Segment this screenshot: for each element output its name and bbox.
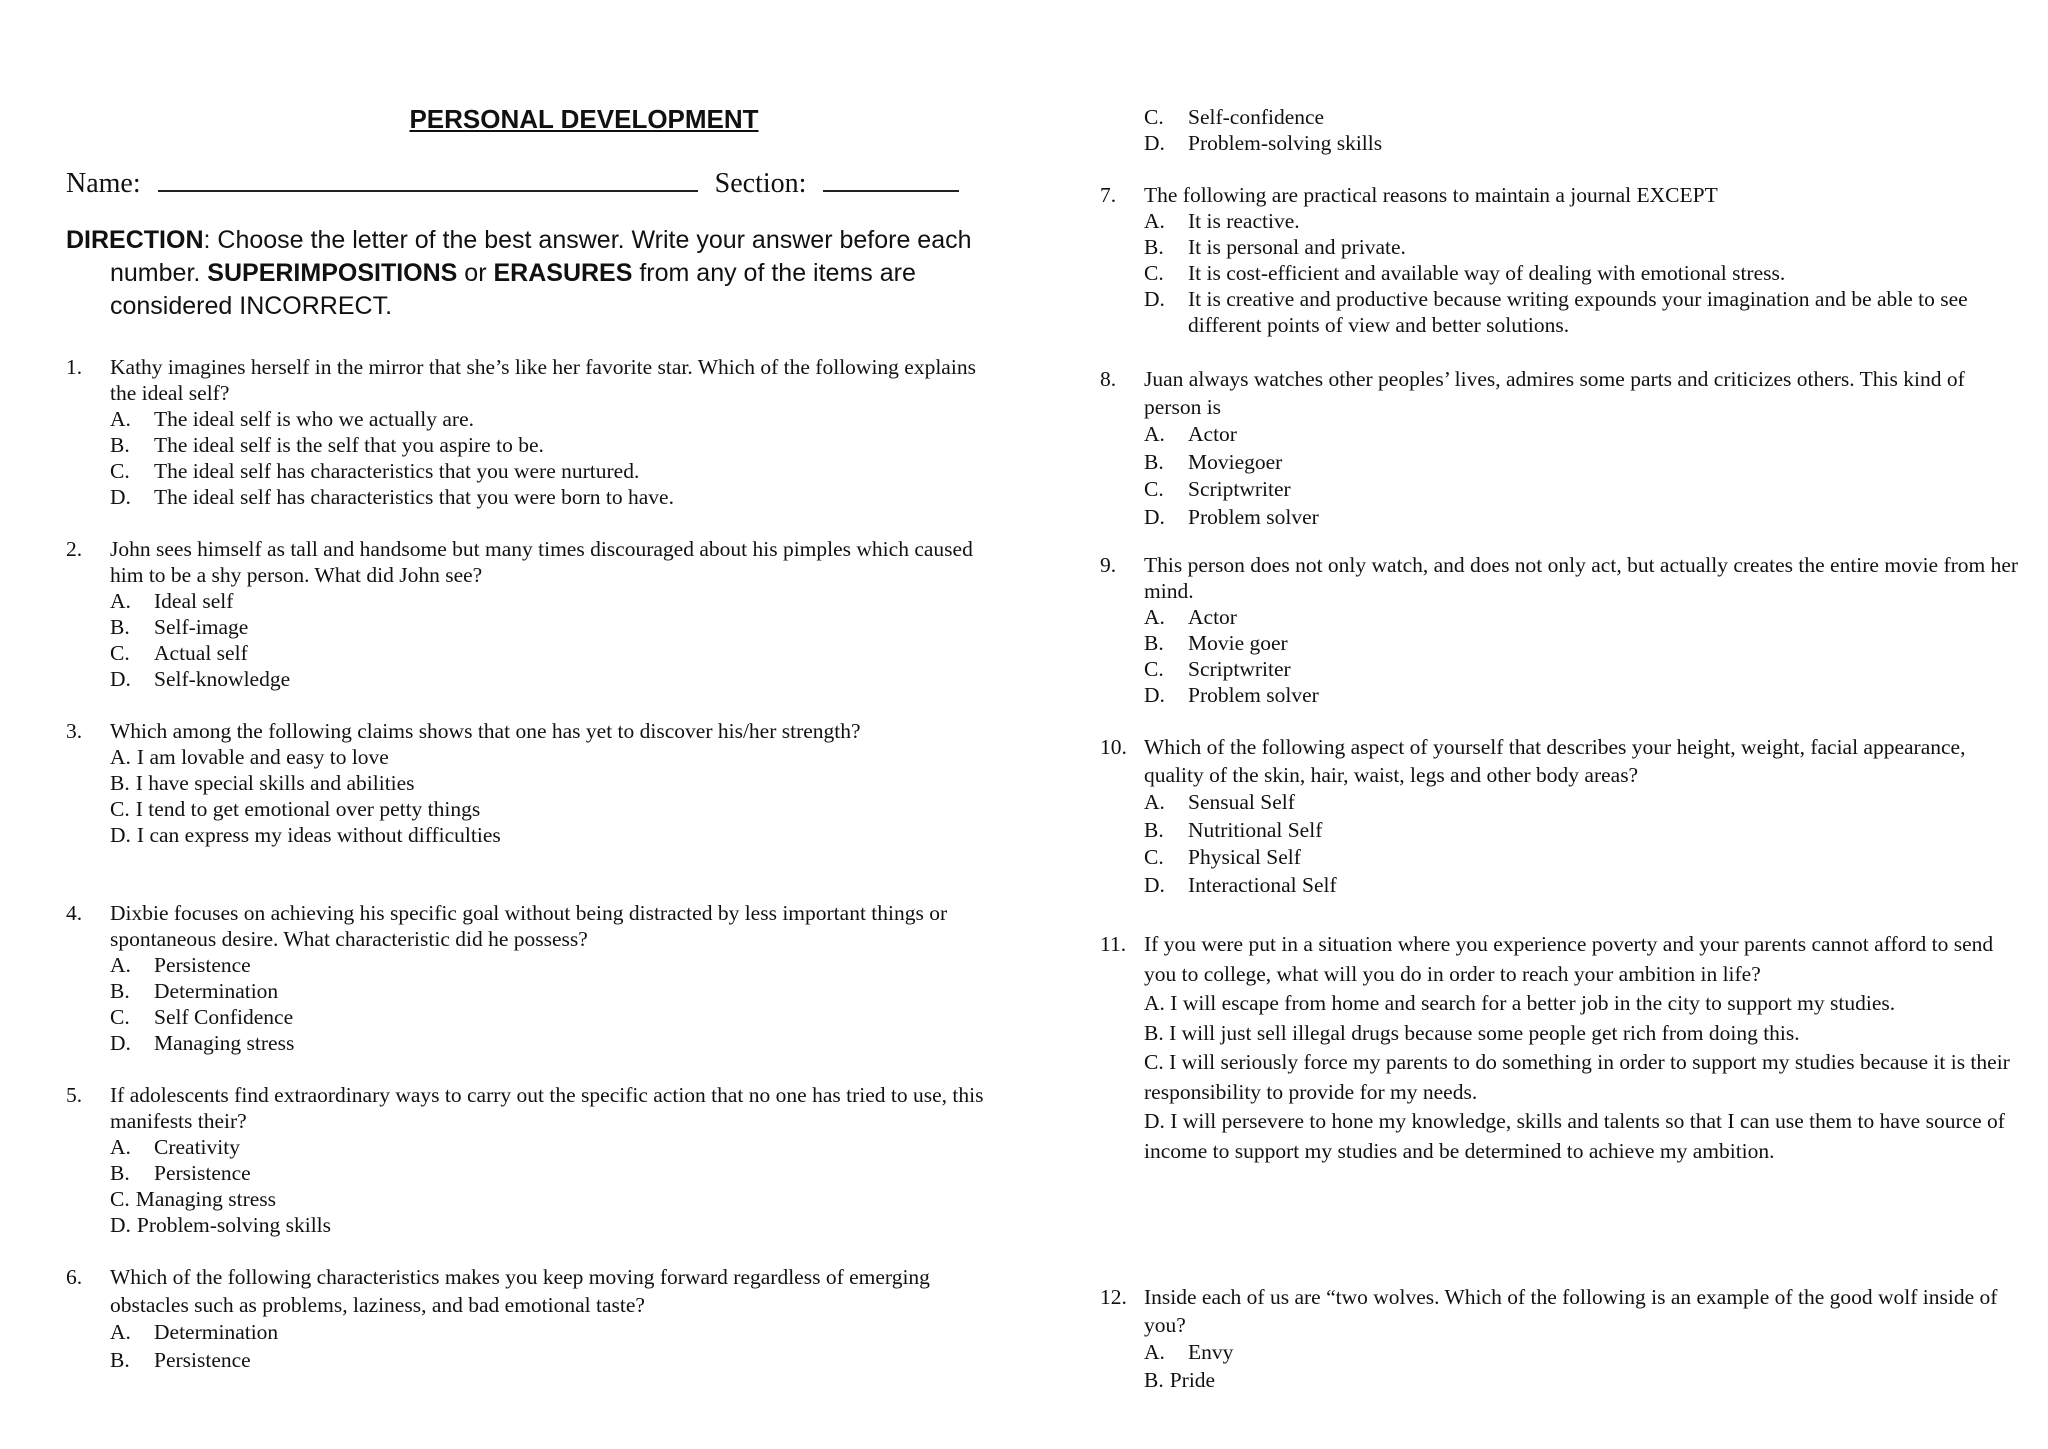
option-text: It is personal and private.: [1188, 235, 1406, 259]
option-text: Scriptwriter: [1188, 657, 1291, 681]
option-b[interactable]: [1100, 817, 2020, 845]
option-a[interactable]: [1100, 604, 2020, 630]
option-letter: D.: [110, 485, 131, 509]
option-text: Actor: [1188, 422, 1237, 446]
option-text: Managing stress: [135, 1187, 277, 1211]
option-text: Persistence: [154, 953, 251, 977]
question-number: 1.: [66, 355, 83, 379]
option-text: Moviegoer: [1188, 449, 1283, 474]
option-letter: C.: [110, 1005, 130, 1029]
option-letter: A.: [110, 407, 131, 431]
option-text: Interactional Self: [1188, 872, 1337, 897]
option-text: I will just sell illegal drugs because some people get rich from doing this.: [1169, 1020, 1800, 1045]
option-a[interactable]: [66, 1319, 986, 1347]
option-b[interactable]: [66, 770, 986, 796]
option-d[interactable]: [1100, 504, 2020, 532]
option-text: Creativity: [154, 1135, 240, 1159]
question-number: 5.: [66, 1083, 83, 1107]
question-stem: If adolescents find extraordinary ways to carry out the specific action that no one has tried to use, this manifests their?: [110, 1083, 984, 1133]
option-letter: C.: [110, 641, 130, 665]
option-b[interactable]: [66, 978, 986, 1004]
option-letter: C.: [1144, 477, 1164, 501]
option-a[interactable]: [66, 406, 986, 432]
question-stem: This person does not only watch, and does not only act, but actually creates the entire movie from her mind.: [1144, 553, 2019, 603]
option-letter: C.: [110, 1187, 130, 1211]
option-a[interactable]: [1100, 789, 2020, 817]
question-stem: Dixbie focuses on achieving his specific goal without being distracted by less important things or spontaneous desire. What characteristic did he possess?: [110, 901, 948, 951]
option-d[interactable]: [1100, 682, 2020, 708]
question-8: [1100, 366, 2020, 531]
option-letter: A.: [1144, 605, 1165, 629]
option-c[interactable]: [66, 1186, 986, 1212]
option-text: The ideal self has characteristics that you were nurtured.: [154, 459, 640, 483]
question-stem: John sees himself as tall and handsome but many times discouraged about his pimples which caused him to be a shy person. What did John see?: [110, 537, 973, 587]
option-text: Movie goer: [1188, 631, 1288, 655]
option-letter: D.: [110, 1031, 131, 1055]
option-b[interactable]: [1100, 449, 2020, 477]
option-c[interactable]: [1100, 476, 2020, 504]
option-letter: A.: [110, 589, 131, 613]
option-b[interactable]: [1100, 1019, 2020, 1049]
direction-part4: from any of the items are: [639, 259, 916, 287]
option-text: I tend to get emotional over petty things: [135, 797, 481, 821]
direction-part2: number.: [110, 259, 201, 287]
option-d[interactable]: [66, 822, 986, 848]
option-letter: C.: [110, 797, 130, 821]
option-text: Scriptwriter: [1188, 477, 1291, 501]
question-stem: Kathy imagines herself in the mirror that she’s like her favorite star. Which of the following explains the ideal self?: [110, 355, 976, 405]
option-letter: D.: [110, 823, 131, 847]
option-text: Sensual Self: [1188, 790, 1295, 814]
option-text: Problem-solving skills: [136, 1213, 332, 1237]
question-number: 9.: [1100, 553, 1117, 577]
option-b[interactable]: [1100, 234, 2020, 260]
question-stem: If you were put in a situation where you experience poverty and your parents cannot afford to send you to college, what will you do in order to reach your ambition in life?: [1144, 932, 1994, 986]
option-letter: B.: [110, 1347, 130, 1372]
option-letter: C.: [1144, 657, 1164, 681]
section-label: Section:: [714, 168, 807, 199]
question-7: [1100, 182, 2020, 338]
option-b[interactable]: [66, 614, 986, 640]
option-letter: A.: [1144, 422, 1165, 446]
option-a[interactable]: [66, 1134, 986, 1160]
question-6: [66, 1264, 986, 1374]
name-label: Name:: [66, 168, 141, 199]
option-text: Persistence: [154, 1161, 251, 1185]
option-text: Pride: [1169, 1367, 1216, 1392]
option-text: The ideal self has characteristics that you were born to have.: [154, 485, 674, 509]
question-number: 10.: [1100, 735, 1127, 759]
option-b[interactable]: [66, 1160, 986, 1186]
option-text: It is cost-efficient and available way of dealing with emotional stress.: [1188, 261, 1786, 285]
direction-label: DIRECTION: [66, 226, 204, 254]
option-letter: B.: [110, 771, 130, 795]
option-letter: A.: [1144, 991, 1165, 1015]
option-d[interactable]: [1100, 286, 2020, 338]
option-d[interactable]: [1100, 130, 2020, 156]
option-letter: B.: [110, 979, 130, 1003]
question-stem: Which of the following aspect of yourself that describes your height, weight, facial appearance, quality of the skin, hair, waist, legs and other body areas?: [1144, 735, 1966, 787]
direction-part5: considered INCORRECT.: [110, 292, 393, 320]
option-text: Problem-solving skills: [1188, 131, 1383, 155]
option-letter: B.: [1144, 235, 1164, 259]
option-letter: B.: [1144, 1020, 1164, 1045]
option-letter: C.: [1144, 261, 1164, 285]
question-6-continued: [1100, 104, 2020, 156]
option-text: I have special skills and abilities: [135, 771, 415, 795]
option-text: Self-knowledge: [154, 667, 291, 691]
option-text: Self-image: [154, 615, 249, 639]
option-letter: B.: [1144, 817, 1164, 842]
option-text: I can express my ideas without difficulties: [136, 823, 501, 847]
question-4: [66, 900, 986, 1056]
question-10: [1100, 734, 2020, 899]
option-d[interactable]: [66, 1030, 986, 1056]
option-text: Actor: [1188, 605, 1237, 629]
option-letter: B.: [110, 615, 130, 639]
option-letter: B.: [1144, 631, 1164, 655]
option-letter: C.: [1144, 105, 1164, 129]
option-c[interactable]: [1100, 656, 2020, 682]
question-stem: The following are practical reasons to maintain a journal EXCEPT: [1144, 183, 1718, 207]
question-number: 11.: [1100, 932, 1127, 956]
option-b[interactable]: [1100, 630, 2020, 656]
option-text: Problem solver: [1188, 504, 1319, 529]
option-a[interactable]: [66, 744, 986, 770]
option-b[interactable]: [1100, 1367, 2020, 1395]
option-c[interactable]: [66, 1004, 986, 1030]
question-5: [66, 1082, 986, 1238]
option-a[interactable]: [1100, 1339, 2020, 1367]
question-number: 3.: [66, 719, 83, 743]
option-text: Problem solver: [1188, 683, 1319, 707]
option-c[interactable]: [1100, 1048, 2020, 1107]
option-letter: C.: [1144, 1050, 1164, 1074]
option-b[interactable]: [66, 1347, 986, 1375]
option-letter: B.: [1144, 449, 1164, 474]
option-text: Actual self: [154, 641, 248, 665]
question-number: 4.: [66, 901, 83, 925]
option-c[interactable]: [1100, 104, 2020, 130]
option-letter: A.: [1144, 209, 1165, 233]
question-1: [66, 354, 986, 510]
option-c[interactable]: [66, 640, 986, 666]
option-letter: A.: [1144, 790, 1165, 814]
question-12: [1100, 1284, 2020, 1394]
question-stem: Inside each of us are “two wolves. Which of the following is an example of the good wolf inside of you?: [1144, 1285, 1998, 1337]
option-text: I will persevere to hone my knowledge, skills and talents so that I can use them to have source of income to support my studies and be determined to achieve my ambition.: [1144, 1109, 2005, 1163]
option-text: I will escape from home and search for a better job in the city to support my studies.: [1170, 991, 1896, 1015]
option-text: Envy: [1188, 1340, 1234, 1364]
option-text: It is creative and productive because writing expounds your imagination and be able to see different points of view and better solutions.: [1188, 287, 1968, 337]
option-letter: D.: [1144, 504, 1165, 529]
question-number: 7.: [1100, 183, 1117, 207]
option-text: Physical Self: [1188, 845, 1301, 869]
option-c[interactable]: [66, 458, 986, 484]
option-letter: D.: [1144, 287, 1165, 311]
option-text: Determination: [154, 1320, 279, 1344]
option-text: I will seriously force my parents to do something in order to support my studies because it is their responsibility to provide for my needs.: [1144, 1050, 2010, 1104]
option-letter: A.: [1144, 1340, 1165, 1364]
option-a[interactable]: [1100, 421, 2020, 449]
option-letter: D.: [1144, 683, 1165, 707]
question-number: 12.: [1100, 1285, 1127, 1309]
page-title: PERSONAL DEVELOPMENT: [409, 104, 759, 134]
option-a[interactable]: [66, 588, 986, 614]
question-number: 8.: [1100, 367, 1117, 391]
question-stem: Which among the following claims shows that one has yet to discover his/her strength?: [110, 719, 861, 743]
option-a[interactable]: [1100, 208, 2020, 234]
option-letter: C.: [110, 459, 130, 483]
option-c[interactable]: [1100, 844, 2020, 872]
option-letter: A.: [110, 745, 131, 769]
option-d[interactable]: [66, 666, 986, 692]
option-letter: A.: [110, 1320, 131, 1344]
option-letter: C.: [1144, 845, 1164, 869]
question-number: 2.: [66, 537, 83, 561]
question-2: [66, 536, 986, 692]
option-letter: D.: [110, 1213, 131, 1237]
question-stem: Which of the following characteristics makes you keep moving forward regardless of emerging obstacles such as problems, laziness, and bad emotional taste?: [110, 1265, 930, 1317]
option-d[interactable]: [66, 484, 986, 510]
option-b[interactable]: [66, 432, 986, 458]
option-a[interactable]: [1100, 989, 2020, 1019]
option-letter: D.: [1144, 1109, 1165, 1133]
section-blank[interactable]: [823, 168, 959, 192]
option-a[interactable]: [66, 952, 986, 978]
question-9: [1100, 552, 2020, 708]
option-text: The ideal self is the self that you aspire to be.: [154, 433, 544, 457]
option-letter: A.: [110, 953, 131, 977]
question-11: [1100, 930, 2020, 1166]
option-text: Managing stress: [154, 1031, 295, 1055]
question-stem: Juan always watches other peoples’ lives, admires some parts and criticizes others. This kind of person is: [1144, 367, 1965, 419]
option-letter: D.: [1144, 872, 1165, 897]
direction-text: [66, 224, 986, 323]
option-letter: A.: [110, 1135, 131, 1159]
option-text: Self-confidence: [1188, 105, 1325, 129]
option-d[interactable]: [1100, 872, 2020, 900]
option-d[interactable]: [1100, 1107, 2020, 1166]
option-text: It is reactive.: [1188, 209, 1300, 233]
option-d[interactable]: [66, 1212, 986, 1238]
option-c[interactable]: [66, 796, 986, 822]
option-letter: B.: [1144, 1367, 1164, 1392]
option-text: Persistence: [154, 1347, 251, 1372]
question-number: 6.: [66, 1265, 83, 1289]
option-text: Self Confidence: [154, 1005, 294, 1029]
direction-part3: or: [464, 259, 487, 287]
question-3: [66, 718, 986, 848]
name-blank[interactable]: [158, 168, 698, 192]
option-text: The ideal self is who we actually are.: [154, 407, 474, 431]
option-letter: B.: [110, 1161, 130, 1185]
option-letter: B.: [110, 433, 130, 457]
option-text: Ideal self: [154, 589, 234, 613]
option-c[interactable]: [1100, 260, 2020, 286]
option-letter: D.: [1144, 131, 1165, 155]
direction-bold2: ERASURES: [493, 259, 633, 287]
option-text: Nutritional Self: [1188, 817, 1323, 842]
option-text: Determination: [154, 979, 279, 1003]
direction-part1: : Choose the letter of the best answer. Write your answer before each: [203, 226, 972, 254]
direction-bold1: SUPERIMPOSITIONS: [207, 259, 458, 287]
option-letter: D.: [110, 667, 131, 691]
option-text: I am lovable and easy to love: [136, 745, 389, 769]
name-section-row: [66, 168, 966, 200]
